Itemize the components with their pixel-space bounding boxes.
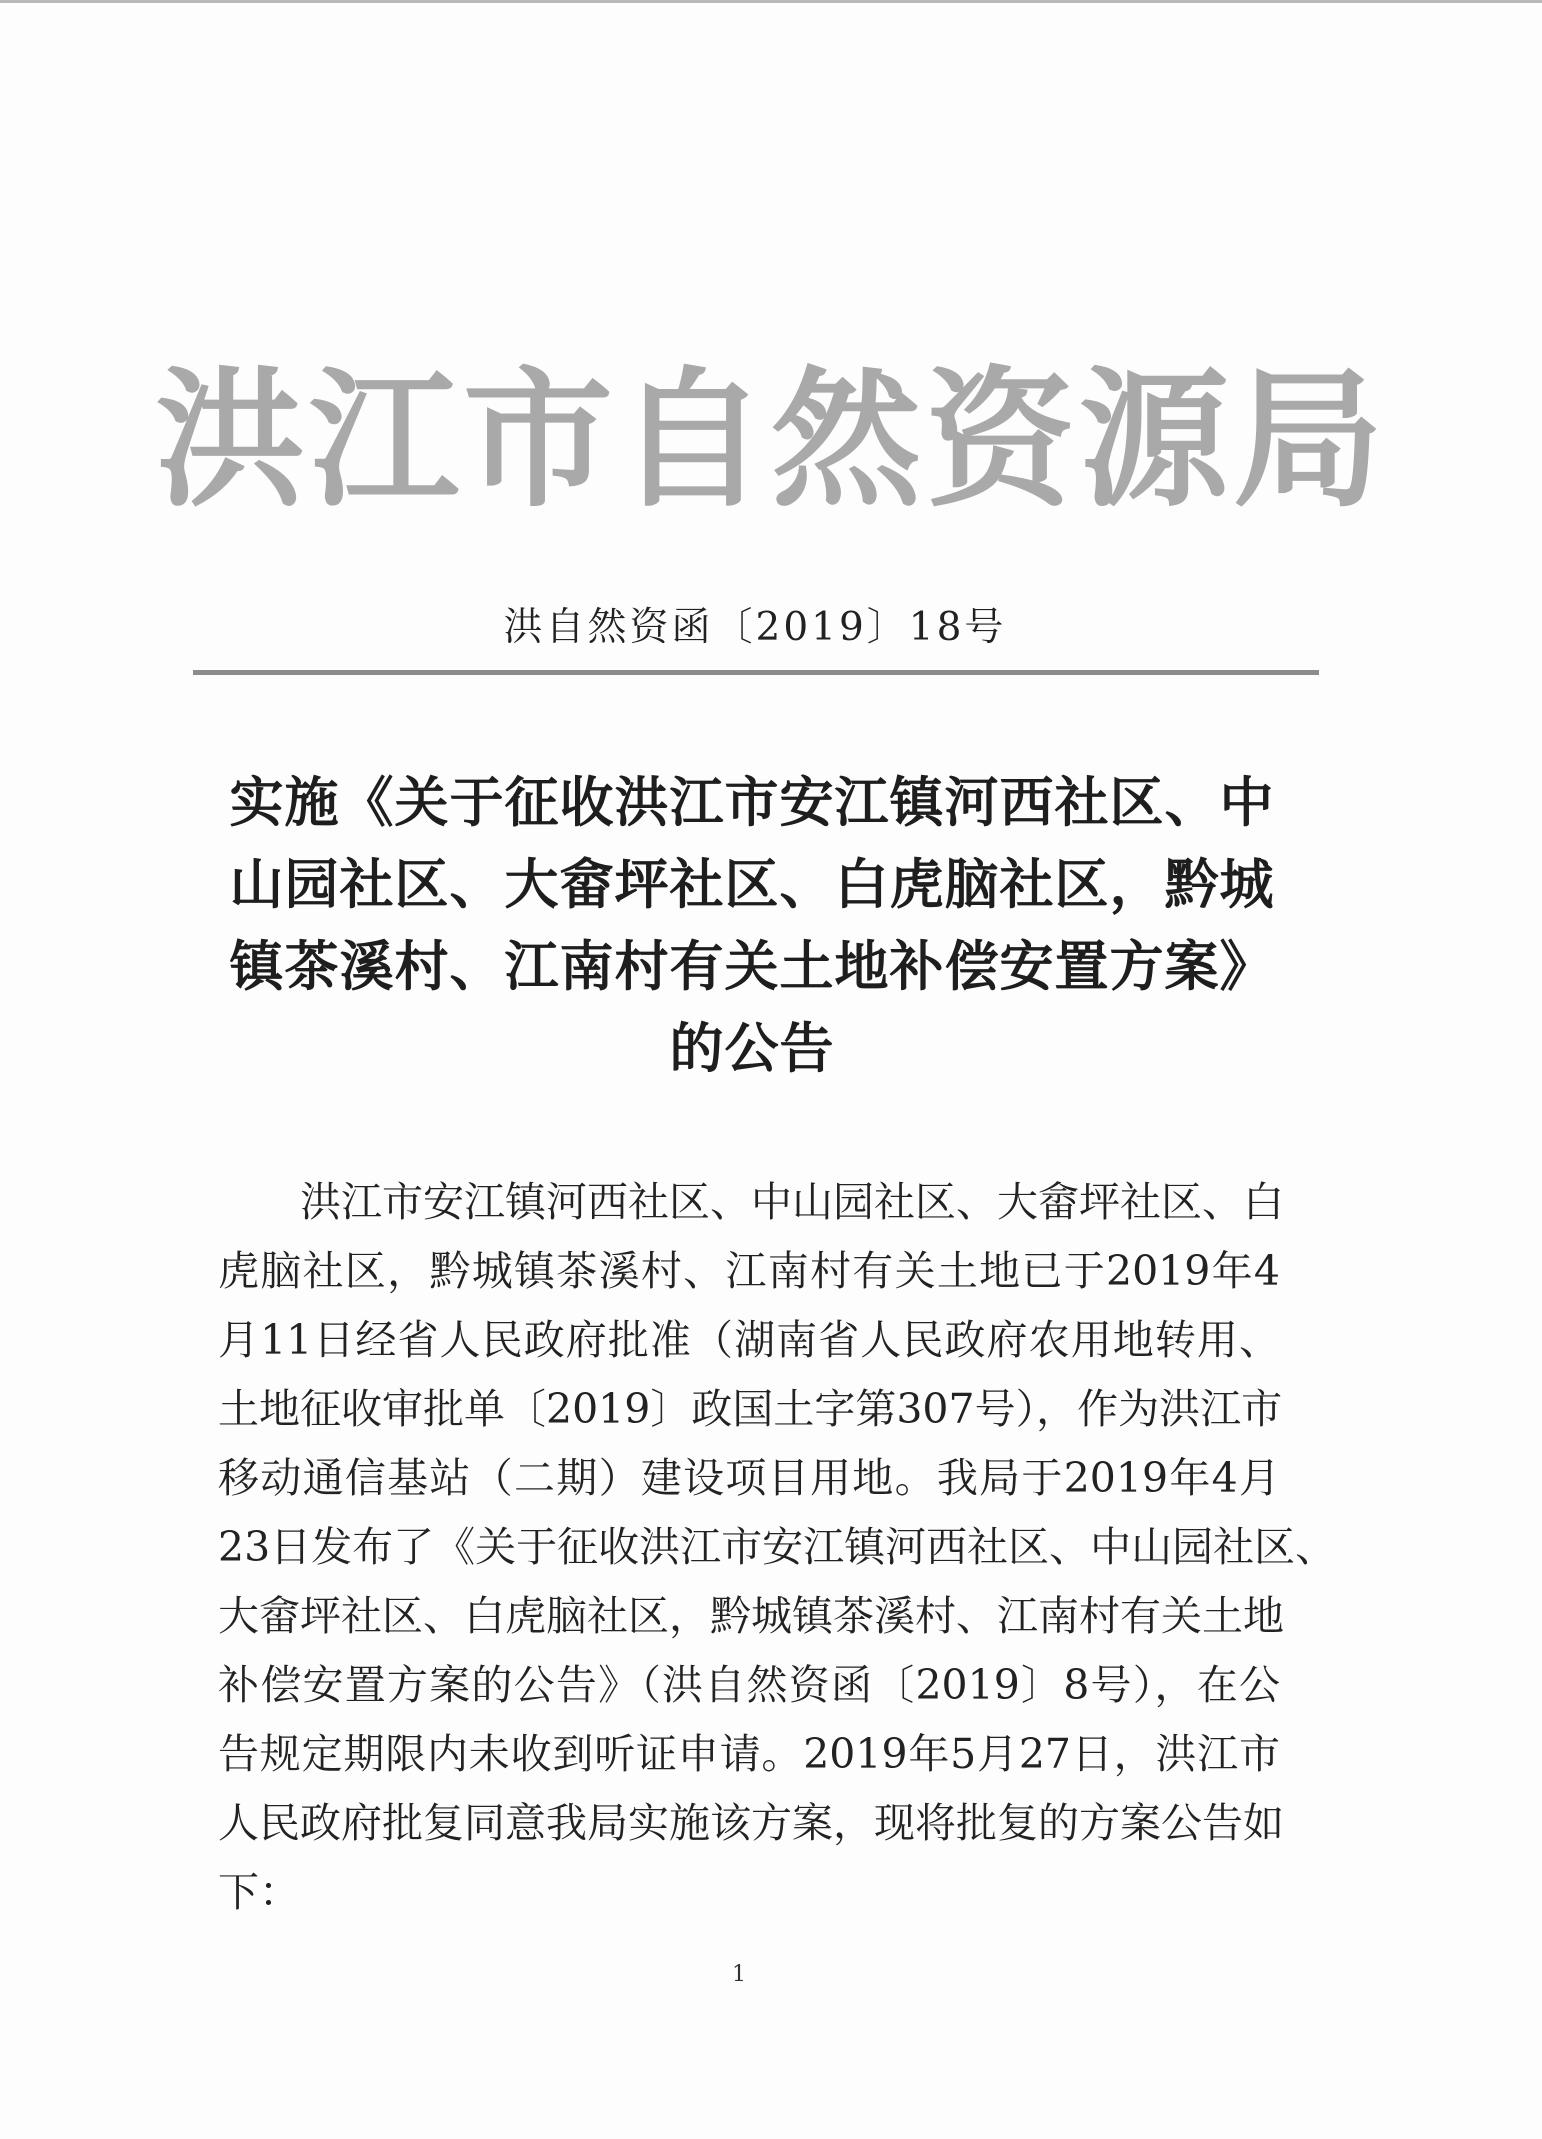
notice-title-line: 山园社区、大畲坪社区、白虎脑社区，黔城	[229, 853, 1275, 916]
notice-title-line: 实施《关于征收洪江市安江镇河西社区、中	[229, 771, 1275, 834]
notice-title-line: 的公告	[669, 1017, 835, 1080]
body-line: 告规定期限内未收到听证申请。2019年5月27日，洪江市	[218, 1730, 1280, 1778]
body-line: 下：	[218, 1868, 300, 1916]
body-line: 23日发布了《关于征收洪江市安江镇河西社区、中山园社区、	[218, 1523, 1337, 1571]
body-line: 洪江市安江镇河西社区、中山园社区、大畲坪社区、白	[300, 1178, 1284, 1226]
notice-title	[222, 762, 1282, 1090]
agency-letterhead: 洪江市自然资源局	[154, 352, 1387, 528]
body-line: 人民政府批复同意我局实施该方案，现将批复的方案公告如	[218, 1799, 1284, 1847]
header-divider	[193, 670, 1319, 675]
body-line: 土地征收审批单〔2019〕政国土字第307号），作为洪江市	[218, 1385, 1283, 1433]
scan-top-edge	[0, 0, 1542, 3]
body-line: 移动通信基站（二期）建设项目用地。我局于2019年4月	[218, 1454, 1280, 1502]
body-line: 大畲坪社区、白虎脑社区，黔城镇茶溪村、江南村有关土地	[218, 1592, 1284, 1640]
body-line: 补偿安置方案的公告》（洪自然资函〔2019〕8号），在公	[218, 1661, 1280, 1709]
body-line: 月11日经省人民政府批准（湖南省人民政府农用地转用、	[218, 1316, 1280, 1364]
notice-title-line: 镇茶溪村、江南村有关土地补偿安置方案》	[229, 935, 1275, 998]
page-number: 1	[732, 1962, 746, 1987]
document-number: 洪自然资函〔2019〕18号	[503, 605, 1007, 650]
body-line: 虎脑社区，黔城镇茶溪村、江南村有关土地已于2019年4	[218, 1247, 1280, 1295]
body-paragraph	[218, 1168, 1337, 1927]
